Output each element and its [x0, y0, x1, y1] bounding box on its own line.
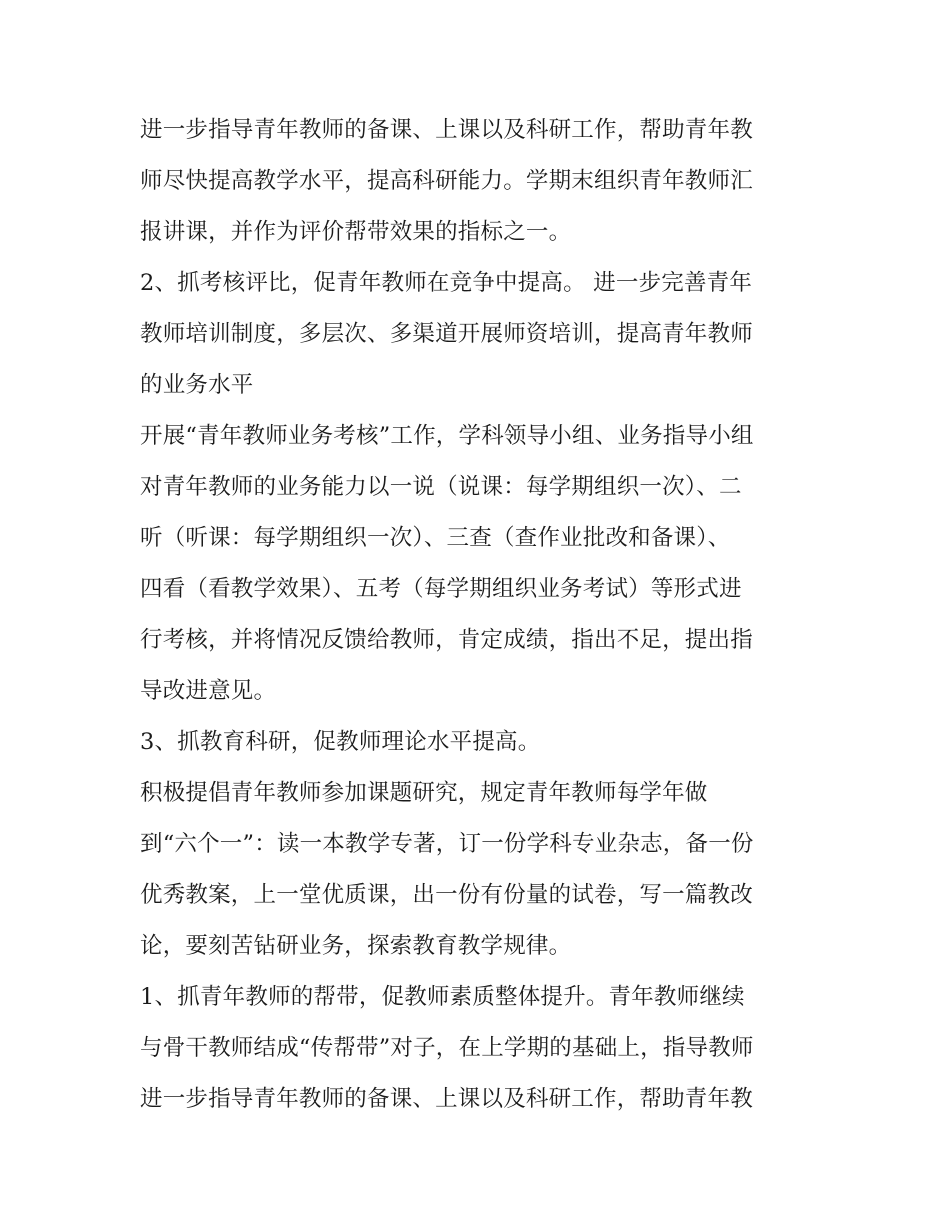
- text-line: 2、抓考核评比，促青年教师在竞争中提高。 进一步完善青年: [140, 270, 753, 296]
- text-line: 进一步指导青年教师的备课、上课以及科研工作，帮助青年教: [140, 1086, 753, 1112]
- text-line: 导改进意见。: [140, 678, 277, 704]
- text-line: 论，要刻苦钻研业务，探索教育教学规律。: [140, 933, 572, 959]
- text-line: 教师培训制度，多层次、多渠道开展师资培训，提高青年教师: [140, 321, 753, 347]
- text-line: 四看（看教学效果）、五考（每学期组织业务考试）等形式进: [140, 576, 742, 602]
- text-line: 报讲课，并作为评价帮带效果的指标之一。: [140, 219, 572, 245]
- text-line: 对青年教师的业务能力以一说（说课：每学期组织一次）、二: [140, 474, 742, 500]
- text-line: 与骨干教师结成“传帮带”对子，在上学期的基础上，指导教师: [140, 1035, 754, 1061]
- text-line: 师尽快提高教学水平，提高科研能力。学期末组织青年教师汇: [140, 168, 753, 194]
- text-line: 优秀教案，上一堂优质课，出一份有份量的试卷，写一篇教改: [140, 882, 753, 908]
- text-line: 行考核，并将情况反馈给教师，肯定成绩，指出不足，提出指: [140, 627, 753, 653]
- text-line: 到“六个一”：读一本教学专著，订一份学科专业杂志，备一份: [140, 831, 754, 857]
- text-line: 开展“青年教师业务考核”工作，学科领导小组、业务指导小组: [140, 423, 754, 449]
- text-line: 听（听课：每学期组织一次）、三查（查作业批改和备课）、: [140, 525, 731, 551]
- text-line: 1、抓青年教师的帮带，促教师素质整体提升。青年教师继续: [140, 984, 745, 1010]
- document-body: [140, 105, 820, 1125]
- text-line: 3、抓教育科研，促教师理论水平提高。: [140, 729, 541, 755]
- text-line: 积极提倡青年教师参加课题研究，规定青年教师每学年做: [140, 780, 708, 806]
- text-line: 进一步指导青年教师的备课、上课以及科研工作，帮助青年教: [140, 117, 753, 143]
- text-line: 的业务水平: [140, 372, 254, 398]
